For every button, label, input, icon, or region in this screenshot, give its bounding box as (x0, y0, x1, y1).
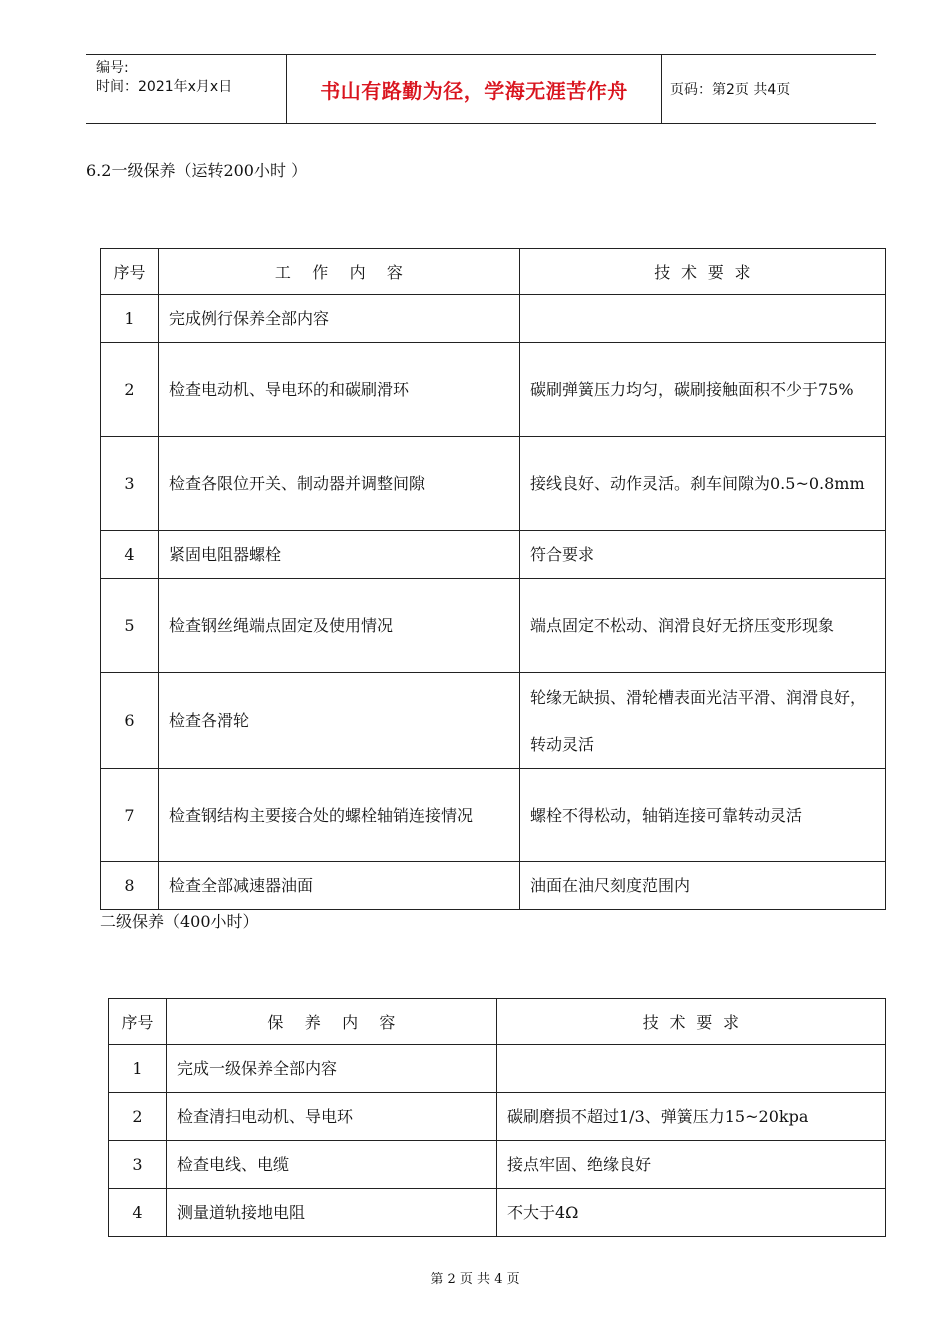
header-motto: 书山有路勤为径，学海无涯苦作舟 (286, 55, 662, 123)
row-requirement (497, 1045, 886, 1093)
table-row (101, 769, 886, 862)
page-header (86, 54, 876, 124)
row-number: 1 (101, 295, 159, 343)
table-row (101, 862, 886, 910)
table-row (101, 437, 886, 531)
header-meta (96, 59, 286, 97)
row-content: 完成例行保养全部内容 (159, 295, 520, 343)
row-content: 检查各滑轮 (159, 673, 520, 769)
table-row (109, 1093, 886, 1141)
column-header-requirement: 技 术 要 求 (497, 999, 886, 1045)
row-requirement: 不大于4Ω (497, 1189, 886, 1237)
row-content: 检查清扫电动机、导电环 (167, 1093, 497, 1141)
row-content: 检查钢丝绳端点固定及使用情况 (159, 579, 520, 673)
section2-title: 二级保养（400小时） (100, 912, 259, 931)
column-header-requirement: 技 术 要 求 (520, 249, 886, 295)
row-requirement: 接点牢固、绝缘良好 (497, 1141, 886, 1189)
row-requirement: 碳刷磨损不超过1/3、弹簧压力15~20kpa (497, 1093, 886, 1141)
row-content: 检查各限位开关、制动器并调整间隙 (159, 437, 520, 531)
column-header-content: 工 作 内 容 (159, 249, 520, 295)
row-content: 完成一级保养全部内容 (167, 1045, 497, 1093)
row-content: 检查全部减速器油面 (159, 862, 520, 910)
table-row (109, 1045, 886, 1093)
row-number: 7 (101, 769, 159, 862)
column-header-number: 序号 (109, 999, 167, 1045)
maintenance-table-level2 (108, 998, 886, 1237)
column-header-content: 保 养 内 容 (167, 999, 497, 1045)
row-number: 4 (109, 1189, 167, 1237)
row-requirement: 轮缘无缺损、滑轮槽表面光洁平滑、润滑良好，转动灵活 (520, 673, 886, 769)
row-requirement: 接线良好、动作灵活。刹车间隙为0.5~0.8mm (520, 437, 886, 531)
row-requirement: 油面在油尺刻度范围内 (520, 862, 886, 910)
table-header-row (101, 249, 886, 295)
row-number: 3 (101, 437, 159, 531)
row-number: 2 (109, 1093, 167, 1141)
table-row (101, 673, 886, 769)
table-row (109, 1189, 886, 1237)
table-row (101, 579, 886, 673)
row-number: 3 (109, 1141, 167, 1189)
row-number: 5 (101, 579, 159, 673)
row-content: 紧固电阻器螺栓 (159, 531, 520, 579)
row-requirement: 端点固定不松动、润滑良好无挤压变形现象 (520, 579, 886, 673)
row-requirement: 碳刷弹簧压力均匀，碳刷接触面积不少于75% (520, 343, 886, 437)
header-page-info: 页码：第2页 共4页 (670, 82, 791, 98)
row-number: 6 (101, 673, 159, 769)
row-content: 检查电线、电缆 (167, 1141, 497, 1189)
table-row (109, 1141, 886, 1189)
row-requirement: 螺栓不得松动，轴销连接可靠转动灵活 (520, 769, 886, 862)
row-requirement: 符合要求 (520, 531, 886, 579)
row-number: 1 (109, 1045, 167, 1093)
row-number: 2 (101, 343, 159, 437)
row-number: 4 (101, 531, 159, 579)
section1-title: 6.2一级保养（运转200小时 ） (86, 161, 308, 180)
row-content: 检查钢结构主要接合处的螺栓轴销连接情况 (159, 769, 520, 862)
table-header-row (109, 999, 886, 1045)
row-content: 测量道轨接地电阻 (167, 1189, 497, 1237)
maintenance-table-level1 (100, 248, 886, 910)
page-footer: 第 2 页 共 4 页 (430, 1272, 520, 1287)
document-number-label: 编号: (96, 60, 129, 76)
document-time: 时间：2021年x月x日 (96, 79, 233, 95)
table-row (101, 343, 886, 437)
row-number: 8 (101, 862, 159, 910)
row-requirement (520, 295, 886, 343)
table-row (101, 295, 886, 343)
table-row (101, 531, 886, 579)
column-header-number: 序号 (101, 249, 159, 295)
row-content: 检查电动机、导电环的和碳刷滑环 (159, 343, 520, 437)
